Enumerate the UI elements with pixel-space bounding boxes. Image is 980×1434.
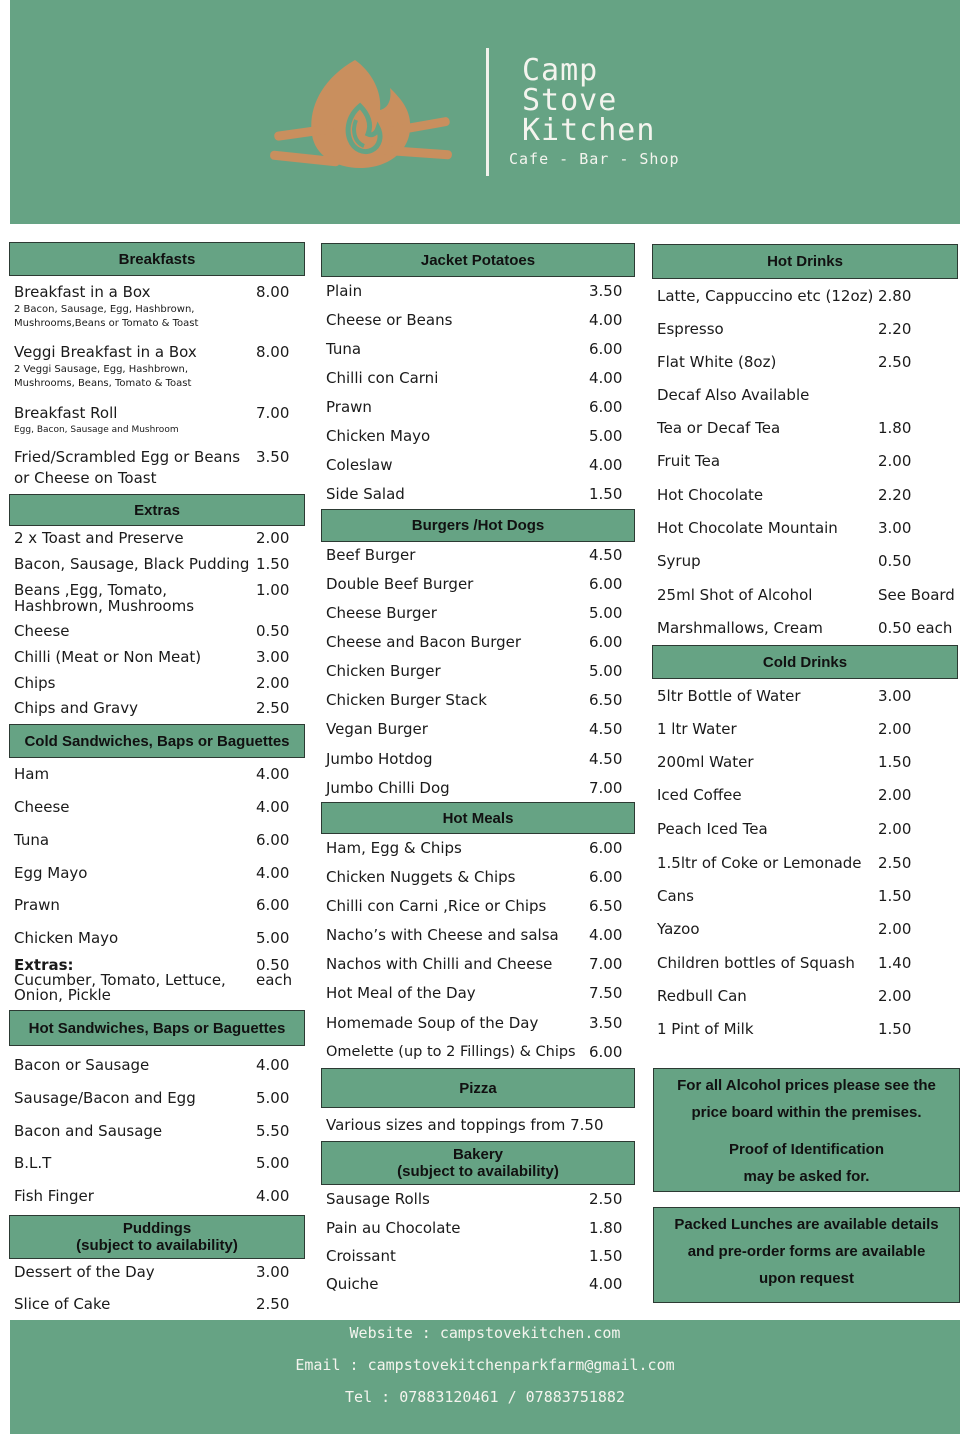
section-title: Burgers /Hot Dogs — [411, 517, 545, 534]
menu-item-price: 2.50 — [256, 699, 290, 717]
menu-item-price: 7.00 — [589, 955, 623, 973]
menu-item-price: 3.00 — [878, 519, 912, 537]
menu-item-price: 4.00 — [589, 926, 623, 944]
menu-item-price: 4.00 — [256, 765, 290, 783]
extras-list: Cucumber, Tomato, Lettuce, — [14, 971, 226, 989]
menu-item-name: Prawn — [326, 398, 372, 416]
menu-item-name: Sausage/Bacon and Egg — [14, 1089, 196, 1107]
menu-item-price: 4.00 — [589, 369, 623, 387]
menu-item-name: Syrup — [657, 552, 701, 570]
menu-item-name: Children bottles of Squash — [657, 954, 855, 972]
menu-item-name: Veggi Breakfast in a Box — [14, 343, 197, 361]
menu-item-name: Yazoo — [657, 920, 700, 938]
section-title: Cold Drinks — [762, 653, 848, 671]
menu-item-name: Latte, Cappuccino etc (12oz) — [657, 287, 874, 305]
menu-item-name: Cheese or Beans — [326, 311, 453, 329]
section-subtitle: (subject to availability) — [397, 1163, 559, 1180]
section-title: Breakfasts — [118, 250, 196, 268]
notice-line: Packed Lunches are available details — [674, 1216, 939, 1233]
menu-item-price: 6.00 — [589, 340, 623, 358]
section-title: Extras — [134, 501, 180, 519]
menu-item-price: 6.00 — [589, 868, 623, 886]
menu-item-price: 2.50 — [878, 353, 912, 371]
menu-item-price: 1.50 — [878, 1020, 912, 1038]
menu-item-name: 25ml Shot of Alcohol — [657, 586, 813, 604]
extras-price: 0.50 — [256, 956, 290, 974]
section-header-extras — [9, 494, 305, 526]
menu-item-price: 1.40 — [878, 954, 912, 972]
menu-item-price: 3.50 — [589, 282, 623, 300]
menu-item-price: 7.00 — [589, 779, 623, 797]
section-title: Puddings — [122, 1220, 192, 1237]
footer-website[interactable]: Website : campstovekitchen.com — [349, 1324, 621, 1342]
menu-item-price: 2.50 — [256, 1295, 290, 1313]
menu-item-name: Fish Finger — [14, 1187, 94, 1205]
menu-item-name: Vegan Burger — [326, 720, 428, 738]
menu-item-name: Chips and Gravy — [14, 699, 138, 717]
extras-list-cont: Onion, Pickle — [14, 986, 111, 1004]
menu-item-price: 6.00 — [589, 575, 623, 593]
section-header-puddings — [9, 1215, 305, 1259]
section-title: Hot Drinks — [767, 253, 843, 270]
section-header-cold-drinks — [652, 645, 958, 679]
brand-name-line-1: Camp — [522, 53, 599, 88]
menu-item-name: 1 Pint of Milk — [657, 1020, 754, 1038]
menu-item-price: 7.00 — [256, 404, 290, 422]
menu-item-price: 0.50 each — [878, 619, 953, 637]
menu-item-name: 1.5ltr of Coke or Lemonade — [657, 854, 862, 872]
menu-item-name: Nacho’s with Cheese and salsa — [326, 926, 559, 944]
brand-name-line-2: Stove — [522, 83, 618, 118]
menu-item-price: 6.50 — [589, 897, 623, 915]
menu-item-price: 3.50 — [256, 448, 290, 466]
menu-item-name: Iced Coffee — [657, 786, 742, 804]
menu-item-name: Breakfast Roll — [14, 404, 118, 422]
menu-item-name: Nachos with Chilli and Cheese — [326, 955, 553, 973]
section-header-hot-meals — [321, 802, 635, 834]
menu-item-name: Ham, Egg & Chips — [326, 839, 462, 857]
menu-item-price: 4.00 — [589, 1275, 623, 1293]
packed-lunches-notice-box — [653, 1207, 960, 1303]
menu-item-name: Cheese — [14, 622, 70, 640]
menu-item-name: Double Beef Burger — [326, 575, 474, 593]
menu-item-name: 2 x Toast and Preserve — [14, 529, 184, 547]
menu-item-price: 8.00 — [256, 343, 290, 361]
menu-item-price: 0.50 — [256, 622, 290, 640]
menu-item-price: 8.00 — [256, 283, 290, 301]
menu-item-name: Chicken Mayo — [14, 929, 119, 947]
menu-item-price: 6.00 — [589, 633, 623, 651]
menu-item-price: 4.50 — [589, 750, 623, 768]
menu-item-price: 2.00 — [256, 529, 290, 547]
alcohol-notice-box — [653, 1068, 960, 1192]
menu-item-price: 4.50 — [589, 720, 623, 738]
menu-item-name: Prawn — [14, 896, 60, 914]
menu-item-name: Croissant — [326, 1247, 396, 1265]
menu-item-name: Chicken Nuggets & Chips — [326, 868, 516, 886]
menu-item-name: Cans — [657, 887, 694, 905]
menu-item-price: 1.80 — [589, 1219, 623, 1237]
menu-item-price: 1.00 — [256, 581, 290, 599]
menu-item-price: 7.50 — [589, 984, 623, 1002]
menu-item-name: 1 ltr Water — [657, 720, 737, 738]
menu-item-name: Bacon and Sausage — [14, 1122, 163, 1140]
logo-divider — [486, 48, 489, 176]
section-title: Hot Meals — [442, 809, 514, 827]
menu-item-description: 2 Veggi Sausage, Egg, Hashbrown, — [14, 364, 189, 375]
section-header-cold-sandwiches — [9, 724, 305, 758]
section-header-breakfasts — [9, 242, 305, 276]
pizza-description: Various sizes and toppings from 7.50 — [326, 1116, 604, 1134]
menu-item-price: 1.80 — [878, 419, 912, 437]
menu-item-name: Chips — [14, 674, 56, 692]
menu-item-name: Hot Chocolate Mountain — [657, 519, 838, 537]
menu-item-name: Redbull Can — [657, 987, 747, 1005]
menu-item-price: 5.00 — [589, 427, 623, 445]
menu-item-price: 2.80 — [878, 287, 912, 305]
menu-item-name: Espresso — [657, 320, 724, 338]
menu-item-description: Mushrooms, Beans, Tomato & Toast — [14, 378, 192, 389]
menu-item-price: 6.00 — [589, 1043, 623, 1061]
notice-line: For all Alcohol prices please see the — [677, 1077, 936, 1094]
menu-item-name: Breakfast in a Box — [14, 283, 151, 301]
menu-item-name: Tea or Decaf Tea — [657, 419, 781, 437]
menu-item-name: Cheese — [14, 798, 70, 816]
menu-item-name: Pain au Chocolate — [326, 1219, 461, 1237]
section-title: Jacket Potatoes — [420, 251, 536, 269]
menu-item-name: Fruit Tea — [657, 452, 721, 470]
menu-item-name: B.L.T — [14, 1154, 52, 1172]
section-title: Pizza — [459, 1079, 497, 1097]
menu-item-name: Chilli con Carni — [326, 369, 439, 387]
section-title: Hot Sandwiches, Baps or Baguettes — [28, 1019, 286, 1037]
menu-item-price: 4.00 — [256, 798, 290, 816]
menu-item-name: Chilli (Meat or Non Meat) — [14, 648, 202, 666]
menu-item-price: 5.00 — [256, 1089, 290, 1107]
menu-item-name-cont: Hashbrown, Mushrooms — [14, 597, 195, 615]
menu-item-price: 2.00 — [878, 820, 912, 838]
menu-item-price: 0.50 — [878, 552, 912, 570]
notice-line: price board within the premises. — [691, 1104, 922, 1121]
menu-item-price: 4.00 — [256, 864, 290, 882]
menu-item-price: See Board — [878, 586, 955, 604]
menu-item-name: Egg Mayo — [14, 864, 88, 882]
footer-telephone[interactable]: Tel : 07883120461 / 07883751882 — [345, 1388, 625, 1406]
menu-item-price: 2.00 — [878, 452, 912, 470]
extras-label: Extras: — [14, 956, 74, 974]
menu-item-name: Sausage Rolls — [326, 1190, 430, 1208]
menu-item-price: 1.50 — [256, 555, 290, 573]
section-header-burgers — [321, 509, 635, 542]
section-title: Bakery — [452, 1146, 504, 1163]
menu-item-price: 2.00 — [878, 920, 912, 938]
section-header-hot-sandwiches — [9, 1010, 305, 1046]
menu-item-price: 5.00 — [256, 1154, 290, 1172]
menu-item-description: 2 Bacon, Sausage, Egg, Hashbrown, — [14, 304, 195, 315]
menu-item-price: 4.00 — [589, 311, 623, 329]
menu-item-name: Coleslaw — [326, 456, 393, 474]
menu-item-name: Side Salad — [326, 485, 405, 503]
menu-item-name: Bacon or Sausage — [14, 1056, 150, 1074]
menu-item-name: Homemade Soup of the Day — [326, 1014, 539, 1032]
menu-item-name: Beans ,Egg, Tomato, — [14, 581, 168, 599]
notice-line: upon request — [758, 1270, 854, 1287]
menu-item-price: 2.00 — [878, 987, 912, 1005]
menu-item-price: 5.50 — [256, 1122, 290, 1140]
menu-item-description: Mushrooms,Beans or Tomato & Toast — [14, 318, 199, 329]
menu-item-price: 3.00 — [256, 1263, 290, 1281]
menu-item-price: 2.00 — [256, 674, 290, 692]
menu-item-name: Beef Burger — [326, 546, 416, 564]
menu-item-name: Plain — [326, 282, 363, 300]
menu-item-price: 1.50 — [589, 485, 623, 503]
menu-item-price: 1.50 — [878, 887, 912, 905]
section-header-pizza — [321, 1068, 635, 1108]
menu-item-name: Fried/Scrambled Egg or Beans — [14, 448, 241, 466]
menu-item-price: 2.20 — [878, 486, 912, 504]
notice-line: and pre-order forms are available — [687, 1243, 926, 1260]
menu-item-price: 6.00 — [589, 398, 623, 416]
section-header-jacket-potatoes — [321, 243, 635, 277]
menu-item-price: 4.00 — [589, 456, 623, 474]
notice-line: may be asked for. — [743, 1168, 870, 1185]
menu-item-name: Chilli con Carni ,Rice or Chips — [326, 897, 547, 915]
section-header-hot-drinks — [652, 244, 958, 279]
menu-item-price: 2.20 — [878, 320, 912, 338]
menu-item-price: 4.00 — [256, 1187, 290, 1205]
menu-item-name: Jumbo Hotdog — [326, 750, 433, 768]
menu-item-name: Tuna — [14, 831, 50, 849]
menu-item-price: 2.50 — [878, 854, 912, 872]
menu-item-price: 6.00 — [589, 839, 623, 857]
menu-item-name: Decaf Also Available — [657, 386, 810, 404]
menu-item-price: 4.00 — [256, 1056, 290, 1074]
menu-item-name: Chicken Burger Stack — [326, 691, 487, 709]
menu-item-price: 6.00 — [256, 896, 290, 914]
section-subtitle: (subject to availability) — [76, 1237, 238, 1254]
menu-item-price: 6.00 — [256, 831, 290, 849]
menu-item-price: 5.00 — [589, 604, 623, 622]
menu-item-name: Slice of Cake — [14, 1295, 111, 1313]
menu-item-name: Marshmallows, Cream — [657, 619, 823, 637]
footer-email[interactable]: Email : campstovekitchenparkfarm@gmail.com — [295, 1356, 675, 1374]
menu-item-name: Chicken Burger — [326, 662, 441, 680]
menu-item-price: 6.50 — [589, 691, 623, 709]
menu-item-price: 5.00 — [589, 662, 623, 680]
extras-price-unit: each — [256, 971, 293, 989]
section-title: Cold Sandwiches, Baps or Baguettes — [24, 732, 290, 750]
menu-item-price: 3.50 — [589, 1014, 623, 1032]
menu-item-price: 5.00 — [256, 929, 290, 947]
menu-item-name: Quiche — [326, 1275, 379, 1293]
menu-item-description: Egg, Bacon, Sausage and Mushroom — [14, 425, 179, 435]
menu-item-price: 4.50 — [589, 546, 623, 564]
menu-item-name: Jumbo Chilli Dog — [326, 779, 450, 797]
menu-item-name: 200ml Water — [657, 753, 754, 771]
menu-item-price: 3.00 — [256, 648, 290, 666]
campfire-flame-icon — [260, 50, 460, 180]
footer-contact-bar — [10, 1320, 960, 1434]
menu-item-name: Peach Iced Tea — [657, 820, 768, 838]
menu-item-price: 2.00 — [878, 786, 912, 804]
menu-item-name: Hot Meal of the Day — [326, 984, 476, 1002]
menu-item-name: Hot Chocolate — [657, 486, 764, 504]
menu-item-name: Dessert of the Day — [14, 1263, 155, 1281]
menu-item-name: Ham — [14, 765, 50, 783]
brand-name-line-3: Kitchen — [522, 113, 656, 148]
menu-item-name: Tuna — [326, 340, 362, 358]
menu-item-price: 2.50 — [589, 1190, 623, 1208]
menu-item-name: Flat White (8oz) — [657, 353, 777, 371]
menu-item-name: Bacon, Sausage, Black Pudding — [14, 555, 250, 573]
menu-item-price: 1.50 — [878, 753, 912, 771]
menu-item-name: 5ltr Bottle of Water — [657, 687, 801, 705]
menu-item-name: Cheese Burger — [326, 604, 437, 622]
menu-item-price: 1.50 — [589, 1247, 623, 1265]
notice-line: Proof of Identification — [729, 1141, 884, 1158]
section-header-bakery — [321, 1141, 635, 1185]
brand-tagline: Cafe - Bar - Shop — [509, 150, 680, 168]
menu-item-name-cont: or Cheese on Toast — [14, 469, 157, 487]
header-banner — [10, 0, 960, 224]
menu-item-name: Cheese and Bacon Burger — [326, 633, 522, 651]
menu-item-price: 2.00 — [878, 720, 912, 738]
menu-item-price: 3.00 — [878, 687, 912, 705]
menu-item-name: Chicken Mayo — [326, 427, 431, 445]
menu-item-name: Omelette (up to 2 Fillings) & Chips — [326, 1044, 576, 1060]
